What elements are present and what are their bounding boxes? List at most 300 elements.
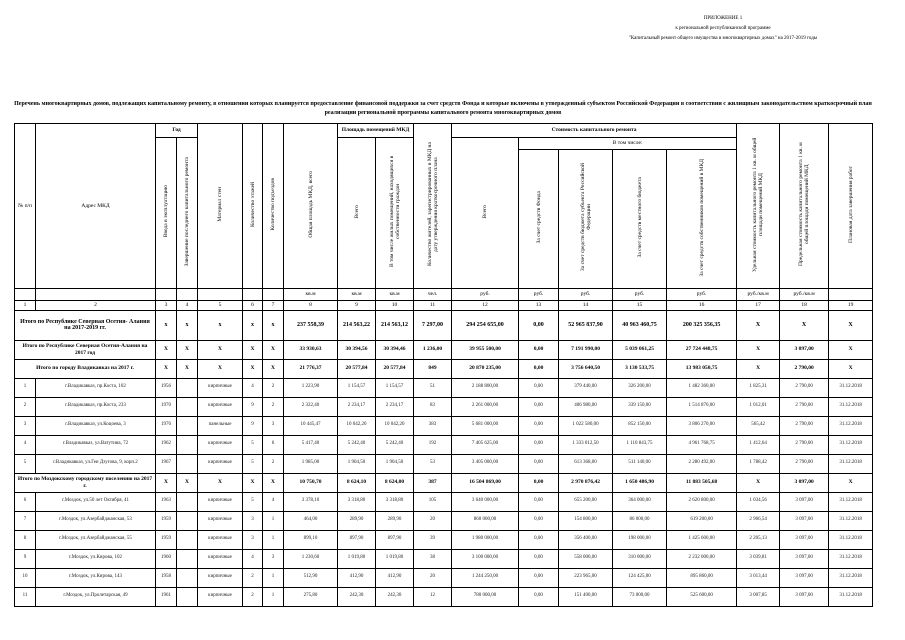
summary-cell: Х [829,473,873,492]
data-cell: 31.12.2018 [829,530,873,549]
column-number: 8 [284,300,338,310]
data-cell: 1 904,50 [376,454,414,473]
data-cell: 1 825,31 [737,378,780,397]
data-cell: 0,00 [519,454,559,473]
summary-cell: 849 [414,359,452,378]
summary-cell: 30 394,46 [376,340,414,359]
summary-cell: Х [243,473,263,492]
units-row [15,288,873,300]
column-number: 16 [667,300,737,310]
data-cell: 613 368,00 [559,454,613,473]
data-cell [177,416,198,435]
data-cell: 9 [243,416,263,435]
data-cell: 1956 [156,378,177,397]
data-cell: 5 417,40 [284,435,338,454]
data-cell: 198 000,00 [613,530,667,549]
summary-cell: Х [177,359,198,378]
data-cell: 619 200,00 [667,511,737,530]
table-row [15,378,873,397]
data-cell: 154 800,00 [559,511,613,530]
unit-cell: руб. [667,288,737,300]
summary-label: Итого по городу Владикавказ на 2017 г. [15,359,156,378]
unit-cell: руб./кв.м [737,288,780,300]
summary-cell: х [198,310,243,340]
column-numbers-row [15,300,873,310]
data-cell: 780 000,00 [452,587,519,606]
summary-cell: 387 [414,473,452,492]
column-number: 19 [829,300,873,310]
summary-cell: Х [737,310,780,340]
column-number: 11 [414,300,452,310]
column-number: 6 [243,300,263,310]
data-cell: 1 110 843,75 [613,435,667,454]
unit-cell: кв.м [338,288,376,300]
data-cell: 525 600,00 [667,587,737,606]
appendix-title: ПРИЛОЖЕНИЕ 1 [703,16,743,21]
data-cell: 2 790,00 [780,416,829,435]
address-cell: г.Моздок, ул.Кирова, 102 [36,549,156,568]
summary-cell: 33 930,63 [284,340,338,359]
col-unit-cost: Удельная стоимость капитального ремонта 1 кв. м общей площади помещений МКД [737,124,780,289]
data-cell: 31.12.2018 [829,435,873,454]
data-cell: 1962 [156,435,177,454]
summary-row [15,473,873,492]
summary-cell: 16 504 869,00 [452,473,519,492]
row-number: 1 [15,378,36,397]
data-cell: 105 [414,492,452,511]
summary-cell: 294 254 655,00 [452,310,519,340]
data-cell: 31.12.2018 [829,416,873,435]
summary-cell: Х [156,473,177,492]
data-cell: 356 400,00 [559,530,613,549]
data-cell: 2 [243,568,263,587]
table-row [15,416,873,435]
data-cell [177,587,198,606]
summary-cell: 3 756 640,50 [559,359,613,378]
data-cell: 86 000,00 [613,511,667,530]
data-cell [177,435,198,454]
summary-cell: 0,00 [519,473,559,492]
column-number: 10 [376,300,414,310]
data-cell: 5 [243,435,263,454]
data-cell: 0,00 [519,511,559,530]
row-number: 8 [15,530,36,549]
table-row [15,568,873,587]
table-row [15,397,873,416]
address-cell: г.Владикавказ, ул.Геи Дзугова, 9, корп.2 [36,454,156,473]
summary-row [15,359,873,378]
data-cell [177,454,198,473]
data-cell: 2 234,17 [338,397,376,416]
summary-label: Итого по Республике Северная Осетия- Алания на 2017-2019 гг. [15,310,156,340]
data-cell: 897,90 [376,530,414,549]
data-cell: 1 985,00 [284,454,338,473]
data-cell: 1 022 580,00 [559,416,613,435]
column-number: 4 [177,300,198,310]
data-cell: 897,90 [338,530,376,549]
data-cell: 242,30 [376,587,414,606]
data-cell: 10 042,20 [338,416,376,435]
table-row [15,511,873,530]
appendix-subtitle: к региональной республиканской программе [675,26,771,31]
data-cell: 31.12.2018 [829,492,873,511]
unit-cell: руб. [452,288,519,300]
data-cell: 31.12.2018 [829,397,873,416]
data-cell: кирпичные [198,511,243,530]
data-cell: 2 790,00 [780,397,829,416]
summary-cell: 3 097,00 [780,340,829,359]
data-cell: 2 [263,378,284,397]
data-cell: 1 904,50 [338,454,376,473]
data-cell: 289,90 [338,511,376,530]
data-cell: 3 [263,416,284,435]
data-cell: 565,42 [737,416,780,435]
col-num: № п/п [15,124,36,289]
data-cell [177,378,198,397]
col-area-group: Площадь помещений МКД [338,124,414,138]
summary-cell: 7 297,00 [414,310,452,340]
data-cell: 53 [414,454,452,473]
data-cell: 379 440,00 [559,378,613,397]
address-cell: г.Моздок, ул.Кирова, 143 [36,568,156,587]
data-cell: 2 620 800,00 [667,492,737,511]
appendix-header [573,0,873,44]
data-cell: 899,10 [284,530,338,549]
unit-cell: кв.м [284,288,338,300]
column-number: 13 [519,300,559,310]
data-cell: 2 232 000,00 [667,549,737,568]
col-plan-date: Плановая дата завершения работ [829,124,873,289]
data-cell: 3 100 000,00 [452,549,519,568]
data-cell: 1959 [156,530,177,549]
table-row [15,435,873,454]
data-cell: 512,90 [284,568,338,587]
unit-cell: руб. [559,288,613,300]
data-cell: 1959 [156,511,177,530]
summary-cell: Х [156,359,177,378]
unit-cell: чел. [414,288,452,300]
data-cell: 1976 [156,416,177,435]
column-number: 3 [156,300,177,310]
summary-cell: 21 776,37 [284,359,338,378]
data-cell: 9 [243,397,263,416]
data-cell: 1970 [156,397,177,416]
data-cell: 655 200,00 [559,492,613,511]
data-cell: 1967 [156,454,177,473]
data-cell: 1 788,42 [737,454,780,473]
data-cell: 1 [263,530,284,549]
row-number: 7 [15,511,36,530]
data-cell: 242,30 [338,587,376,606]
summary-row [15,310,873,340]
summary-cell: 10 750,70 [284,473,338,492]
summary-cell: 13 983 050,75 [667,359,737,378]
data-cell: 3 [243,530,263,549]
summary-cell: Х [177,340,198,359]
data-cell: 3 [243,511,263,530]
data-cell: 1 412,64 [737,435,780,454]
summary-cell: 40 963 460,75 [613,310,667,340]
data-cell: 2 280 492,00 [667,454,737,473]
summary-cell: 200 325 356,35 [667,310,737,340]
data-cell: 2 966,54 [737,511,780,530]
data-cell [177,568,198,587]
summary-cell: Х [829,310,873,340]
summary-cell: 214 563,22 [338,310,376,340]
data-cell: 412,90 [376,568,414,587]
data-cell: 12 [414,587,452,606]
row-number: 9 [15,549,36,568]
summary-cell: 20 577,84 [376,359,414,378]
data-cell [177,397,198,416]
data-cell: 310 000,00 [613,549,667,568]
summary-row [15,340,873,359]
summary-cell: 11 883 505,68 [667,473,737,492]
data-cell: кирпичные [198,587,243,606]
data-cell: 1 [263,568,284,587]
data-cell: 2 [243,587,263,606]
summary-cell: Х [737,473,780,492]
summary-cell: 8 624,10 [338,473,376,492]
summary-cell: Х [737,359,780,378]
data-cell: 1960 [156,549,177,568]
summary-cell: 0,00 [519,310,559,340]
data-cell: 3 318,80 [338,492,376,511]
address-cell: г.Моздок, ул.Азербайджанская, 55 [36,530,156,549]
data-cell: 1961 [156,587,177,606]
data-cell: 275,80 [284,587,338,606]
data-cell: 558 000,00 [559,549,613,568]
address-cell: г.Владикавказ, ул.Ватутина, 72 [36,435,156,454]
data-cell: 2 322,40 [284,397,338,416]
col-cost-group: Стоимость капитального ремонта [452,124,737,138]
column-number: 18 [780,300,829,310]
col-cost-fund: За счет средств Фонда [519,150,559,289]
data-cell [177,530,198,549]
data-cell: 1 482 360,00 [667,378,737,397]
column-number: 14 [559,300,613,310]
column-number: 7 [263,300,284,310]
summary-cell: 8 624,00 [376,473,414,492]
data-cell: 3 097,00 [780,530,829,549]
row-number: 11 [15,587,36,606]
col-year-repair: Завершение последнего капитального ремонта [177,138,198,289]
summary-cell: 20 577,84 [338,359,376,378]
data-cell: 1 [263,587,284,606]
data-cell: 2 790,00 [780,454,829,473]
summary-cell: 1 236,00 [414,340,452,359]
data-cell: 2 261 000,00 [452,397,519,416]
summary-cell: 3 097,00 [780,473,829,492]
data-cell: 10 042,20 [376,416,414,435]
table-row [15,587,873,606]
data-cell: 3 806 270,00 [667,416,737,435]
data-cell: 464,00 [284,511,338,530]
registry-body [15,310,873,606]
unit-cell: руб./кв.м [780,288,829,300]
data-cell: 3 405 000,00 [452,454,519,473]
data-cell: 1 019,80 [338,549,376,568]
data-cell: 3 378,10 [284,492,338,511]
table-row [15,454,873,473]
data-cell: кирпичные [198,397,243,416]
table-row [15,530,873,549]
data-cell: 124 425,00 [613,568,667,587]
column-number: 2 [36,300,156,310]
summary-label: Итого по Республике Северная Осетия-Алания на 2017 год [15,340,156,359]
summary-cell: 20 870 235,00 [452,359,519,378]
data-cell: 2 790,00 [780,378,829,397]
data-cell: 1 154,57 [338,378,376,397]
data-cell: 1 980 000,00 [452,530,519,549]
data-cell: 5 [243,454,263,473]
data-cell: кирпичные [198,435,243,454]
summary-cell: 237 558,39 [284,310,338,340]
data-cell: кирпичные [198,492,243,511]
data-cell: 31.12.2018 [829,549,873,568]
summary-cell: х [156,310,177,340]
column-number: 5 [198,300,243,310]
data-cell: кирпичные [198,378,243,397]
data-cell: 223 965,00 [559,568,613,587]
data-cell: 3 097,00 [780,511,829,530]
data-cell: 3 007,85 [737,587,780,606]
col-address: Адрес МКД [36,124,156,289]
data-cell: 1 514 870,00 [667,397,737,416]
summary-cell: Х [263,473,284,492]
data-cell: 2 234,17 [376,397,414,416]
summary-cell: 2 970 876,42 [559,473,613,492]
col-limit-cost: Предельная стоимость капитального ремонта 1 кв. м общей площади помещений МКД [780,124,829,289]
data-cell: 1 333 012,50 [559,435,613,454]
summary-cell: Х [156,340,177,359]
data-cell: кирпичные [198,454,243,473]
data-cell: 5 [243,492,263,511]
data-cell [177,492,198,511]
data-cell: 1 244 250,00 [452,568,519,587]
data-cell: 895 860,00 [667,568,737,587]
data-cell: 0,00 [519,492,559,511]
summary-cell: Х [263,340,284,359]
row-number: 10 [15,568,36,587]
unit-cell: руб. [519,288,559,300]
data-cell: 3 640 000,00 [452,492,519,511]
data-cell: 31.12.2018 [829,378,873,397]
data-cell: 51 [414,378,452,397]
data-cell: 1 019,80 [376,549,414,568]
address-cell: г.Владикавказ, пр.Коста, 233 [36,397,156,416]
table-row [15,492,873,511]
summary-cell: 27 724 448,75 [667,340,737,359]
address-cell: г.Моздок, ул.50 лет Октября, 41 [36,492,156,511]
data-cell: 151 400,00 [559,587,613,606]
data-cell: 5 681 000,00 [452,416,519,435]
data-cell: 0,00 [519,416,559,435]
unit-cell: кв.м [376,288,414,300]
summary-cell: Х [737,340,780,359]
data-cell: 4 [243,549,263,568]
col-cost-subject: За счет средств бюджета субъекта Российской Федерации [559,150,613,289]
data-cell: 3 013,44 [737,568,780,587]
summary-cell: 52 965 837,90 [559,310,613,340]
data-cell: 3 097,00 [780,492,829,511]
address-cell: г.Владикавказ, пр.Коста, 102 [36,378,156,397]
summary-cell: х [243,310,263,340]
row-number: 3 [15,416,36,435]
data-cell: 326 200,00 [613,378,667,397]
data-cell: 1 [263,511,284,530]
data-cell: 2 [263,454,284,473]
data-cell: 5 242,40 [376,435,414,454]
data-cell: 339 150,00 [613,397,667,416]
summary-label: Итого по Моздокскому городскому поселению на 2017 г. [15,473,156,492]
data-cell: 20 [414,568,452,587]
data-cell: кирпичные [198,568,243,587]
col-year: Год [156,124,198,138]
appendix-program: "Капитальный ремонт общего имущества в многоквартирных домах" на 2017-2019 годы [628,36,818,41]
summary-cell: 7 191 990,00 [559,340,613,359]
data-cell: 192 [414,435,452,454]
summary-cell: Х [198,359,243,378]
table-row [15,549,873,568]
data-cell: 5 242,40 [338,435,376,454]
data-cell: 0,00 [519,587,559,606]
summary-cell: 5 039 061,25 [613,340,667,359]
row-number: 5 [15,454,36,473]
col-year-built: Ввода в эксплуатацию [156,138,177,289]
summary-cell: 30 394,56 [338,340,376,359]
data-cell: 39 [414,530,452,549]
document-title: Перечень многоквартирных домов, подлежащих капитальному ремонту, в отношении которых планируется предоставление финансовой поддержки за счет средств Фонда и которые включены в утвержденный субъектом Российской Федерации в соответствии с жилищным законодательством краткосрочный план реализации региональной программы капитального ремонта многоквартирных домов [14,101,872,116]
summary-cell: 2 790,00 [780,359,829,378]
address-cell: г.Моздок, ул.Азербайджанская, 53 [36,511,156,530]
data-cell: 31.12.2018 [829,568,873,587]
col-cost-owners: За счет средств собственников помещений в МКД [667,150,737,289]
data-cell: 0,00 [519,435,559,454]
data-cell [177,511,198,530]
data-cell: 3 097,00 [780,549,829,568]
row-number: 4 [15,435,36,454]
col-cost-all: Всего [452,138,519,289]
summary-cell: 1 650 486,90 [613,473,667,492]
data-cell: 0,00 [519,378,559,397]
col-including: В том числе: [519,138,737,150]
col-material: Материал стен [198,124,243,289]
data-cell: 289,90 [376,511,414,530]
col-residents: Количество жителей, зарегистрированных в МКД на дату утверждения краткосрочного плана [414,124,452,289]
data-cell: 83 [414,397,452,416]
data-cell: кирпичные [198,530,243,549]
summary-cell: 0,00 [519,340,559,359]
data-cell: 10 445,47 [284,416,338,435]
col-area-private: В том числе жилых помещений, находящихся в собственности граждан [376,138,414,289]
summary-cell: Х [198,473,243,492]
data-cell: 1 425 600,00 [667,530,737,549]
data-cell: 1 230,60 [284,549,338,568]
address-cell: г.Владикавказ, ул.Коцоева, 3 [36,416,156,435]
summary-cell: х [263,310,284,340]
summary-cell: Х [243,359,263,378]
data-cell: 852 150,00 [613,416,667,435]
data-cell: 7 405 625,00 [452,435,519,454]
data-cell [177,549,198,568]
column-number: 12 [452,300,519,310]
data-cell: 1963 [156,492,177,511]
column-number: 1 [15,300,36,310]
data-cell: 4 [243,378,263,397]
data-cell: 0,00 [519,568,559,587]
summary-cell: Х [198,340,243,359]
